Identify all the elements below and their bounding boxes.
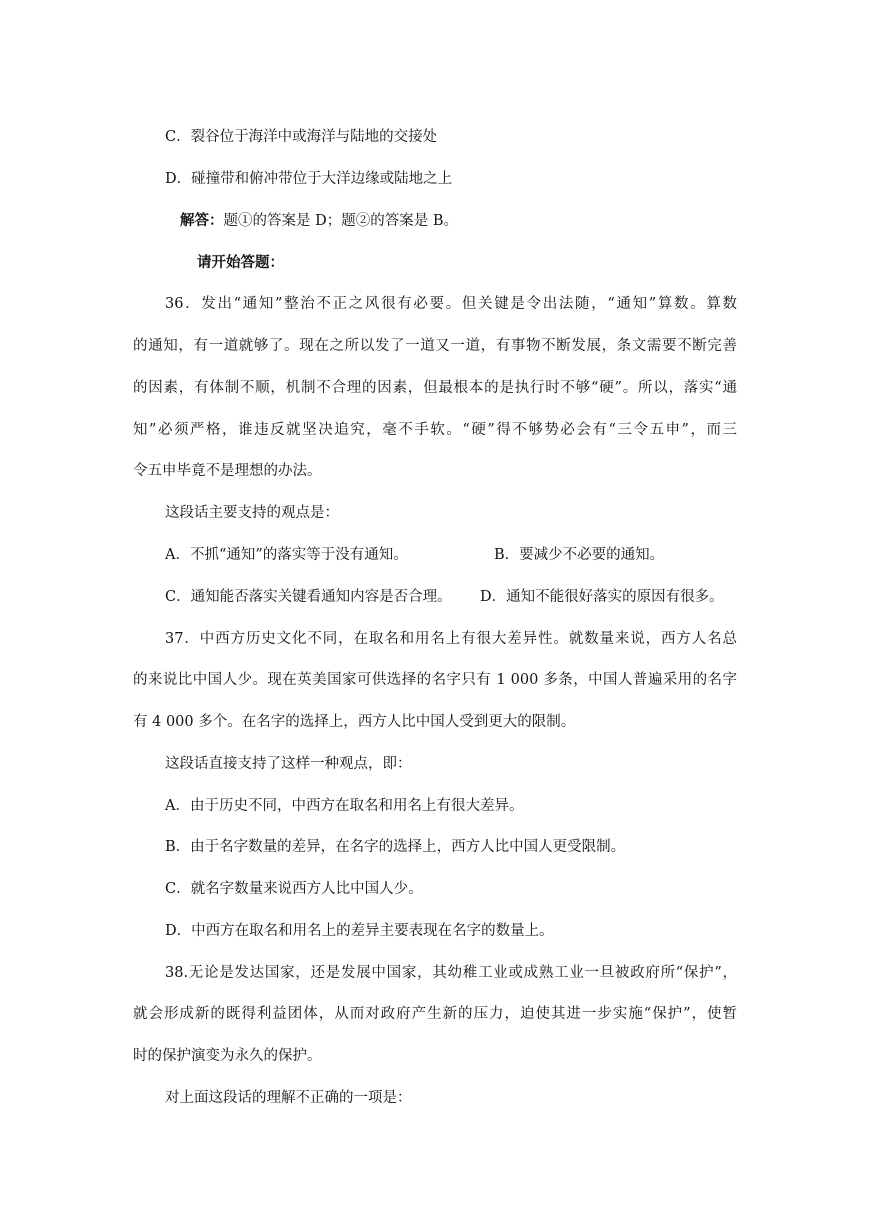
q36-options-cd	[165, 587, 765, 607]
q36-line-3: 的因素，有体制不顺，机制不合理的因素，但最根本的是执行时不够“硬”。所以，落实“通	[133, 380, 737, 396]
q37-option-c: C．就名字数量来说西方人比中国人少。	[165, 881, 423, 897]
q38-prompt: 对上面这段话的理解不正确的一项是：	[165, 1090, 412, 1106]
q37-line-1: 37．中西方历史文化不同，在取名和用名上有很大差异性。就数量来说，西方人名总	[165, 631, 737, 647]
q36-option-b: B．要减少不必要的通知。	[494, 547, 665, 563]
answer-line	[180, 211, 458, 231]
q37-line-2: 的来说比中国人少。现在英美国家可供选择的名字只有 1 000 多条，中国人普遍采用的名字	[133, 672, 737, 688]
prev-option-c: C．裂谷位于海洋中或海洋与陆地的交接处	[165, 129, 438, 145]
q36-option-d: D．通知不能很好落实的原因有很多。	[480, 589, 724, 605]
q36-line-5: 令五申毕竟不是理想的办法。	[133, 463, 322, 479]
start-prompt: 请开始答题：	[197, 255, 284, 271]
q36-option-a: A．不抓“通知”的落实等于没有通知。	[165, 547, 408, 563]
answer-label: 解答：	[180, 213, 224, 229]
q37-line-3: 有 4 000 多个。在名字的选择上，西方人比中国人受到更大的限制。	[133, 714, 576, 730]
q38-line-2: 就会形成新的既得利益团体，从而对政府产生新的压力，迫使其进一步实施“保护”，使暂	[133, 1006, 737, 1022]
q36-line-1: 36．发出“通知”整治不正之风很有必要。但关键是令出法随，“通知”算数。算数	[165, 296, 737, 312]
q37-option-b: B．由于名字数量的差异，在名字的选择上，西方人比中国人更受限制。	[165, 839, 626, 855]
q36-prompt: 这段话主要支持的观点是：	[165, 505, 339, 521]
q37-option-a: A．由于历史不同，中西方在取名和用名上有很大差异。	[165, 798, 524, 814]
q36-line-4: 知”必须严格，谁违反就坚决追究，毫不手软。“硬”得不够势必会有“三令五申”，而三	[133, 422, 737, 438]
q38-line-3: 时的保护演变为永久的保护。	[133, 1048, 322, 1064]
q36-option-c: C．通知能否落实关键看通知内容是否合理。	[165, 589, 452, 605]
answer-text: 题①的答案是 D；题②的答案是 B。	[223, 213, 458, 229]
q36-options-ab	[165, 545, 765, 565]
q38-line-1: 38.无论是发达国家，还是发展中国家，其幼稚工业或成熟工业一旦被政府所“保护”，	[165, 965, 737, 981]
prev-option-d: D．碰撞带和俯冲带位于大洋边缘或陆地之上	[165, 171, 453, 187]
q37-option-d: D．中西方在取名和用名上的差异主要表现在名字的数量上。	[165, 923, 554, 939]
q37-prompt: 这段话直接支持了这样一种观点，即：	[165, 756, 412, 772]
q36-line-2: 的通知，有一道就够了。现在之所以发了一道又一道，有事物不断发展，条文需要不断完善	[133, 338, 737, 354]
